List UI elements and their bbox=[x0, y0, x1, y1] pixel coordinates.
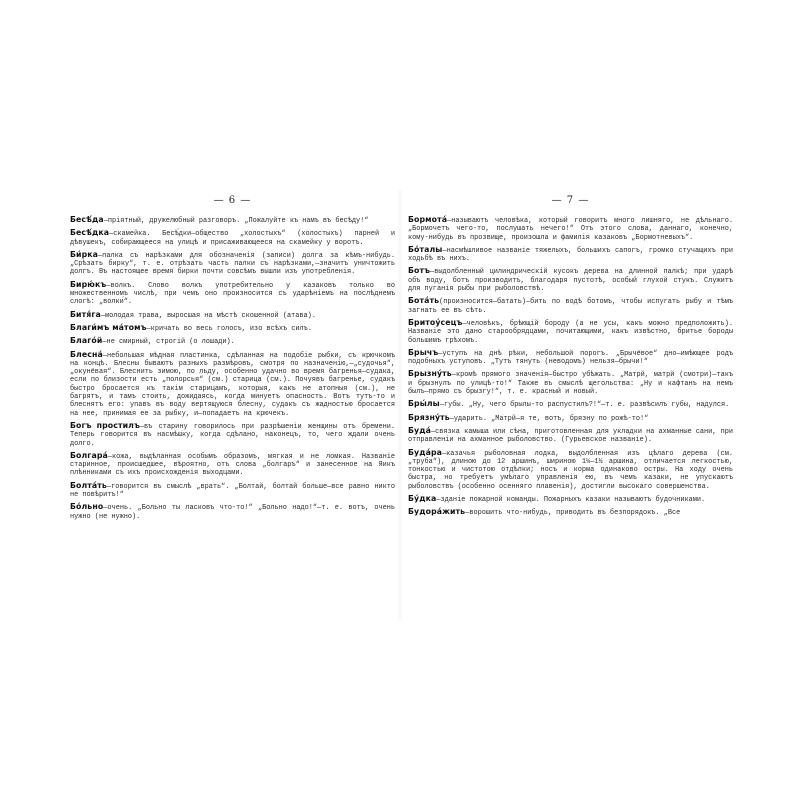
headword: Буда́ра bbox=[408, 447, 443, 457]
headword: Бесѣ́да bbox=[70, 215, 104, 224]
entry-list bbox=[408, 216, 733, 518]
right-page bbox=[408, 195, 733, 615]
dictionary-entry bbox=[408, 370, 733, 396]
headword: Благо́й bbox=[70, 336, 103, 346]
definition: —въ старину говорилось при разрѣшеніи женщины отъ бремени. Теперь говорится въ насмѣшку, когда сдѣлано, наконецъ, то, чего ждали очень долго. bbox=[70, 422, 395, 448]
dictionary-entry bbox=[70, 281, 395, 307]
headword: Болгара́ bbox=[70, 450, 108, 460]
definition: —называютъ человѣка, который говоритъ много лишняго, не дѣльнаго. „Бормочетъ чего-то, послушать нечего!“ Отъ этого слова, даннаго, конечно, кому-нибудь въ прозвище, произошла и фамилія казаковъ „Бормотневыхъ“. bbox=[408, 217, 733, 242]
dictionary-entry bbox=[70, 503, 395, 521]
definition: —ворошить что-нибудь, приводить въ безпорядокъ. „Все bbox=[465, 509, 681, 518]
headword: Будора́жить bbox=[408, 507, 466, 517]
dictionary-entry bbox=[408, 400, 733, 409]
headword: Брычъ bbox=[408, 347, 439, 357]
dictionary-entry bbox=[70, 216, 395, 225]
headword: Бры́лы bbox=[408, 399, 440, 409]
entry-list bbox=[70, 216, 395, 521]
definition: —небольшая мѣдная пластинка, сдѣланная на подобіе рыбки, съ крючкомъ на концѣ. Блесны бываютъ разныхъ размѣровъ, смотря по назначенію,—„судочья“, „окунёвая“. Блеснить зимою, по льду, особенно удачно во время багренья—судака, если по близости есть „полорсья“ (см.) старица (см.). Почуявъ багренье, судакъ быстро бросается къ такім старицамъ, которыя, какъ не атопныя (см.), не багрятъ, и тамъ стоить, дожидаясь, когда минуетъ опасность. Вотъ тутъ-то и блеснятъ его: упавъ въ воду вертящуюся блесну, судакъ съ жадностью бросается на нее, принимая ее за рыбку, и—попадаетъ на крючекъ. bbox=[70, 351, 395, 418]
definition: —кричать во весь голосъ, изо всѣхъ силъ. bbox=[146, 324, 312, 333]
dictionary-entry bbox=[408, 495, 733, 504]
page-number: — 7 — bbox=[551, 195, 590, 206]
definition: —палка съ нарѣзками для обозначенія (записи) долга за кѣмъ-нибудь. „Срѣзать бирку“, т. е. отрѣзать часть палки съ нарѣзками,—значитъ уничтожить долгъ. Въ настоящее время бирки почти совсѣмъ вышли изъ употребленія. bbox=[70, 251, 395, 277]
headword: Бритоу́сецъ bbox=[408, 317, 463, 327]
dictionary-entry bbox=[70, 229, 395, 247]
headword: Брязну́ть bbox=[408, 412, 450, 422]
headword: Ботъ bbox=[408, 266, 431, 276]
headword: Би́рка bbox=[70, 249, 99, 259]
headword: Благи́мъ ма́томъ bbox=[70, 322, 147, 332]
definition: —очень. „Больно ты ласковъ что-то!“ „Больно надо!“—т. е. вотъ, очень нужно (не нужно). bbox=[70, 504, 395, 521]
dictionary-entry bbox=[70, 452, 395, 478]
definition: —молодая трава, выросшая на мѣстѣ скошенной (атава). bbox=[100, 311, 316, 320]
headword: Бу́дка bbox=[408, 494, 437, 504]
dictionary-entry bbox=[70, 324, 395, 333]
definition: —губы. „Ну, чего брылы-то распустилъ?!“—т. е. развѣсилъ губы, надулся. bbox=[439, 401, 730, 410]
dictionary-entry bbox=[70, 351, 395, 418]
dictionary-entry bbox=[408, 449, 733, 491]
headword: Бормота́ bbox=[408, 215, 448, 224]
headword: Блесна́ bbox=[70, 349, 103, 359]
dictionary-entry bbox=[70, 482, 395, 500]
definition: (произносится—батать)—бить по водѣ ботомъ, чтобы испугать рыбу и тѣмъ загнать ее въ сѣть. bbox=[408, 298, 733, 315]
headword: Битя́га bbox=[70, 309, 101, 319]
definition: —насмѣшливое названіе тяжелыхъ, большихъ сапогъ, громко стучащихъ при ходьбѣ въ нихъ. bbox=[408, 246, 733, 264]
page-number: — 6 — bbox=[213, 195, 252, 206]
definition: —ударить. „Матрй—я те, вотъ, брязну по рожѣ-то!“ bbox=[449, 414, 649, 423]
headword: Болта́ть bbox=[70, 480, 107, 490]
definition: —зданіе пожарной команды. Пожарныхъ казаки называютъ будочниками. bbox=[436, 496, 706, 505]
dictionary-entry bbox=[408, 414, 733, 423]
dictionary-entry bbox=[70, 251, 395, 277]
dictionary-entry bbox=[408, 267, 733, 293]
dictionary-entry bbox=[70, 337, 395, 346]
headword: Бесѣ́дка bbox=[70, 228, 110, 238]
headword: Богъ простилъ bbox=[70, 420, 140, 430]
definition: —кромѣ прямого значенія—быстро убѣжать. „Матрй, матрй (смотри)—такъ и брызнулъ по улицѣ-то!“ Также въ смыслѣ щегольства: „Ну и кафтанъ на немъ былъ—прямо съ брызгу!“, т. е. красный и новый. bbox=[408, 371, 733, 397]
dictionary-entry bbox=[408, 246, 733, 264]
dictionary-entry bbox=[408, 427, 733, 445]
dictionary-entry bbox=[408, 297, 733, 315]
definition: —волкъ. Слово волкъ употребительно у казаковъ только во множественномъ числѣ, при чемъ оно произносится съ ударѣніемъ на послѣднемъ слогѣ: „волки́“. bbox=[70, 281, 395, 307]
headword: Буда́ bbox=[408, 425, 431, 435]
definition: —не смирный, строгій (о лошади). bbox=[102, 338, 235, 347]
dictionary-entry bbox=[408, 508, 733, 517]
definition: —связка камыша или сѣна, приготовленная для укладки на ахманные сани, при отправленіи на ахманное рыболовство. (Гурьевское названіе). bbox=[408, 427, 733, 445]
dictionary-entry bbox=[408, 349, 733, 367]
definition: —говорится въ смыслѣ „врать“. „Болтай, болтай больше—все равно никто не повѣритъ!“ bbox=[70, 482, 395, 500]
dictionary-entry bbox=[408, 319, 733, 345]
headword: Бо́талы bbox=[408, 244, 443, 254]
book-gutter bbox=[397, 190, 403, 620]
headword: Бирю́къ bbox=[70, 279, 107, 289]
headword: Бота́ть bbox=[408, 296, 440, 306]
dictionary-entry bbox=[70, 422, 395, 448]
headword: Брызну́ть bbox=[408, 369, 452, 379]
left-page bbox=[70, 195, 395, 615]
definition: —выдолбленный цилиндрическій кусокъ дерева на длинной палкѣ; при ударѣ объ воду, ботъ производитъ, благодаря пустотѣ, особый глухой стукъ. Служитъ для пуганія рыбы при рыболовствѣ. bbox=[408, 268, 733, 294]
definition: —пріятный, дружелюбный разговоръ. „Пожалуйте къ намъ въ бесѣду!“ bbox=[103, 217, 369, 225]
dictionary-entry bbox=[70, 311, 395, 320]
definition: —уступъ на днѣ рѣки, небольшой порогъ. „Брычёвое“ дно—имѣющее родъ подобныхъ уступовъ. „Тутъ тянуть (неводомъ) нельзя—брычи!“ bbox=[408, 349, 733, 367]
definition: —казачья рыболовная лодка, выдолбленная изъ цѣлаго дерева (см. „труба“), длиною до 12 аршинъ, шириною 1¼—1½ аршина, отличается легкостью, тонкостью и чистотою отдѣлки; носъ и корма одинаково остры. На ходу очень быстра, но требуетъ умѣлаго управленія ею, въ чемъ казаки, не упускаютъ рыболовствъ (особенно осенняго плавенія), достигли высокаго совершенства. bbox=[408, 449, 733, 491]
definition: —человѣкъ, брѣющій бороду (а не усы, какъ можно предположить). Названіе это дано старообрядцами, почитающими, какъ извѣстно, бритье бороды большимъ грѣхомъ. bbox=[408, 319, 733, 345]
definition: —кожа, выдѣланная особымъ образомъ, мягкая и не ломкая. Названіе старинное, происшедшее, вѣроятно, отъ слова „болгаръ“ и занесенное на Яикъ плѣнниками съ ихъ происхожденія выходцами. bbox=[70, 452, 395, 478]
definition: —скамейка. Бесѣ́дки—общество „холостыхъ“ (холостыхъ) парней и дѣвушекъ, собирающееся на улицѣ и присаживающееся на скамейку у воротъ. bbox=[70, 230, 395, 247]
dictionary-entry bbox=[408, 216, 733, 242]
headword: Бо́льно bbox=[70, 502, 104, 512]
